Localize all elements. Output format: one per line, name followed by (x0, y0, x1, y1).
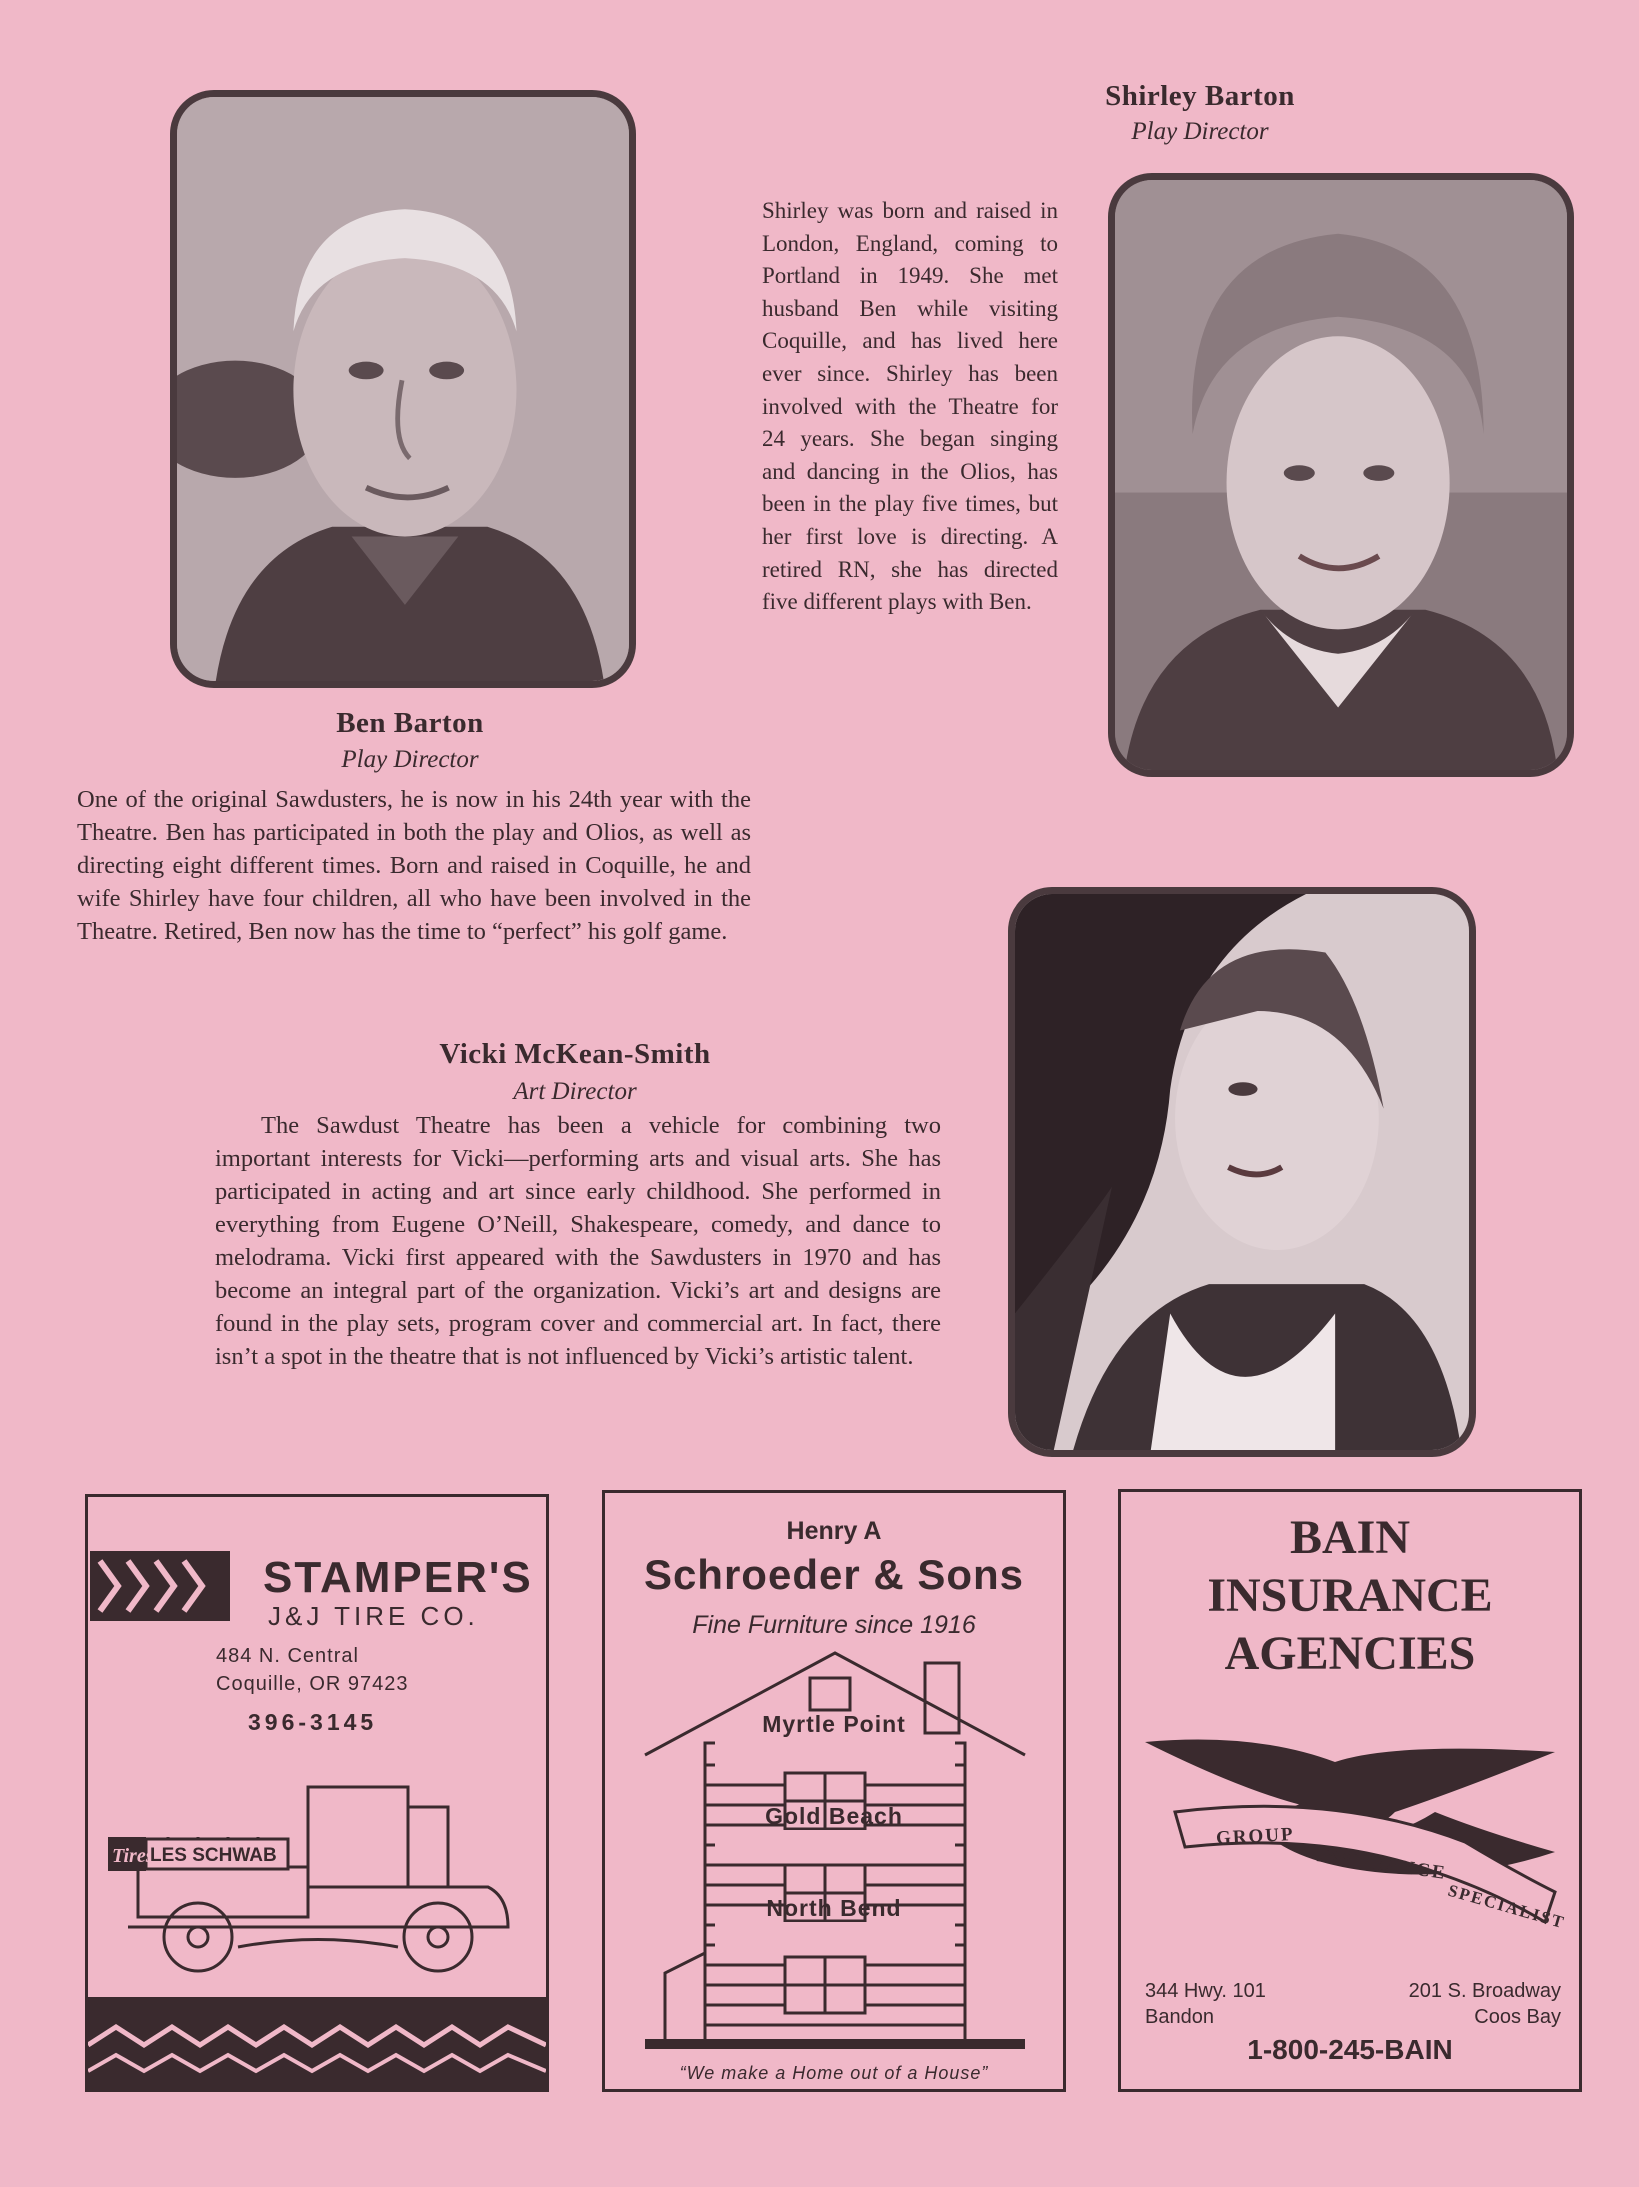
bain-ribbon-insurance: INSURANCE (1315, 1844, 1448, 1885)
schroeder-location-2: Gold Beach (765, 1803, 903, 1829)
vicki-mckean-smith-name: Vicki McKean-Smith (439, 1038, 711, 1070)
bain-address-left-1: 344 Hwy. 101 (1145, 1980, 1266, 2002)
house-illustration (635, 1643, 1035, 2053)
schroeder-line1: Henry A (786, 1517, 882, 1545)
stampers-subname: J&J TIRE CO. (268, 1601, 479, 1631)
bain-phone: 1-800-245-BAIN (1247, 2034, 1453, 2065)
bain-ribbon-specialist: SPECIALIST (1445, 1880, 1568, 1933)
vintage-truck-illustration (108, 1777, 528, 1987)
eagle-emblem (1135, 1722, 1575, 1962)
vicki-mckean-smith-photo (1008, 887, 1476, 1457)
tire-tread-icon (90, 1551, 230, 1621)
bain-title-1: BAIN (1289, 1511, 1411, 1564)
stampers-address-line2: Coquille, OR 97423 (216, 1673, 409, 1695)
stampers-name: STAMPER'S (263, 1553, 533, 1602)
stampers-tire-ad (85, 1494, 549, 2092)
schroeder-slogan: “We make a Home out of a House” (679, 2063, 989, 2083)
stampers-phone: 396-3145 (248, 1709, 378, 1735)
bain-ribbon-group: GROUP (1215, 1823, 1296, 1850)
bain-address-left-2: Bandon (1145, 2006, 1214, 2028)
schroeder-furniture-ad (602, 1490, 1066, 2092)
shirley-barton-role: Play Director (1131, 118, 1269, 145)
truck-sign-tires: Tires (112, 1845, 154, 1867)
shirley-barton-name: Shirley Barton (1105, 80, 1295, 112)
ben-barton-role: Play Director (341, 746, 479, 773)
vicki-mckean-smith-bio: The Sawdust Theatre has been a vehicle for combining two important interests for Vicki—performing arts and visual arts. She has participated in acting and art since early childhood. She performed in everything from Eugene O’Neill, Shakespeare, comedy, and dance to melodrama. Vicki first appeared with the Sawdusters in 1970 and has become an integral part of the organization. Vicki’s art and designs are found in the play sets, program cover and commercial art. In fact, there isn’t a spot in the theatre that is not influenced by Vicki’s artistic talent. (215, 1112, 941, 1370)
schroeder-tagline: Fine Furniture since 1916 (692, 1611, 976, 1639)
bain-insurance-ad (1118, 1489, 1582, 2092)
schroeder-location-1: Myrtle Point (762, 1711, 906, 1737)
vicki-mckean-smith-role: Art Director (513, 1078, 637, 1105)
bain-address-right-2: Coos Bay (1474, 2006, 1561, 2028)
tire-tread-band (88, 1997, 546, 2089)
shirley-barton-photo (1108, 173, 1574, 777)
bain-address-right-1: 201 S. Broadway (1408, 1980, 1561, 2002)
schroeder-location-3: North Bend (766, 1895, 902, 1921)
ben-barton-photo (170, 90, 636, 688)
ben-barton-name: Ben Barton (336, 707, 484, 739)
shirley-barton-bio: Shirley was born and raised in London, England, coming to Portland in 1949. She met husband Ben while visiting Coquille, and has lived here ever since. Shirley has been involved with the Theatre for 24 years. She began singing and dancing in the Olios, has been in the play five times, but her first love is directing. A retired RN, she has directed five different plays with Ben. (762, 198, 1058, 615)
bain-title-2: INSURANCE (1207, 1569, 1493, 1622)
bain-title-3: AGENCIES (1224, 1627, 1476, 1680)
stampers-address-line1: 484 N. Central (216, 1645, 359, 1667)
schroeder-line2: Schroeder & Sons (643, 1551, 1025, 1598)
ben-barton-bio: One of the original Sawdusters, he is now in his 24th year with the Theatre. Ben has participated in both the play and Olios, as well as directing eight different times. Born and raised in Coquille, he and wife Shirley have four children, all who have been involved in the Theatre. Retired, Ben now has the time to “perfect” his golf game. (77, 786, 751, 945)
truck-sign-les-schwab: LES SCHWAB (150, 1845, 277, 1866)
